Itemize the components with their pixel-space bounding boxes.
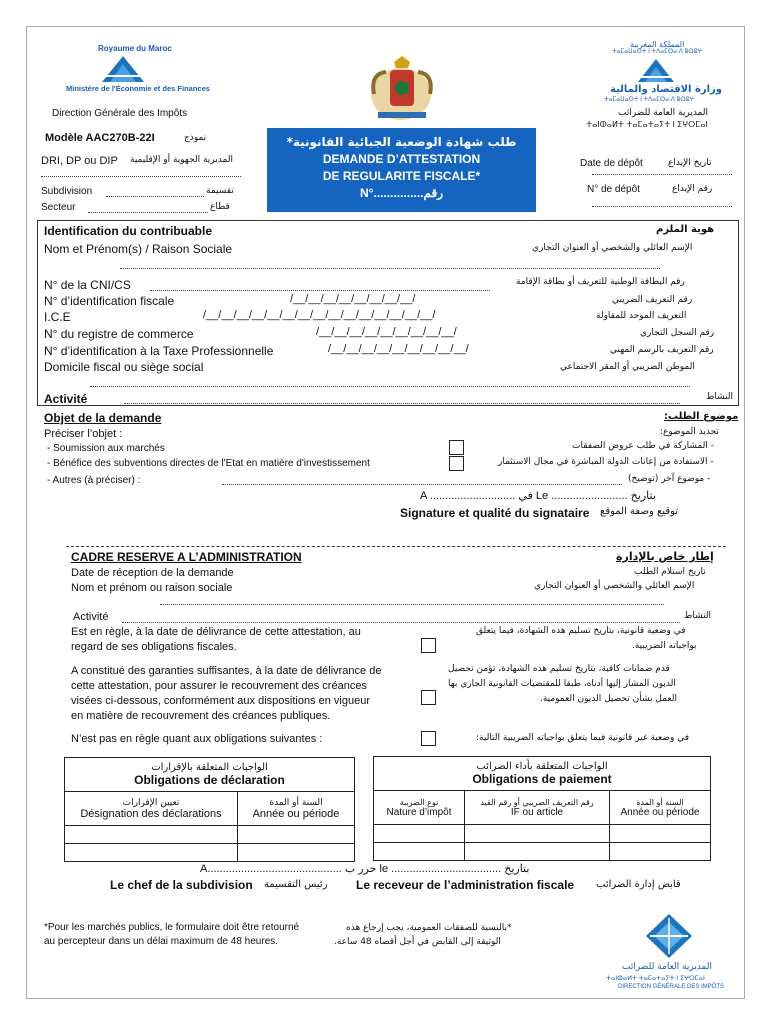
stmt2-ar-1: قدم ضمانات كافية، بتاريخ تسليم هذه الشهادة، تؤمن تحصيل	[448, 664, 670, 674]
footer-note-ar-1: *بالنسبة للصفقات العمومية، يجب إرجاع هذه	[346, 923, 512, 933]
declaration-table	[64, 757, 355, 862]
signature-label-ar: توقيع وصفة الموقع	[600, 506, 679, 517]
field-activite-ar: النشاط	[706, 392, 734, 402]
objet-a-le: A ............................ في Le ......................... بتاريخ	[420, 490, 656, 502]
stmt2-fr-4: en matière de recouvrement des créances publiques.	[71, 710, 331, 722]
ministry-emblem-icon	[100, 54, 146, 84]
decl-title-fr: Obligations de déclaration	[134, 773, 285, 787]
objet-item-subventions: - Bénéfice des subventions directes de l'Etat en matière d'investissement	[47, 458, 370, 469]
admin-activite-label: Activité	[73, 611, 109, 623]
field-nom-line[interactable]	[120, 268, 660, 269]
field-tp-ar: رقم التعريف بالرسم المهني	[610, 345, 714, 355]
royaume-text: Royaume du Maroc	[98, 44, 172, 53]
ident-title: Identification du contribuable	[44, 224, 212, 238]
field-activite-label: Activité	[44, 392, 88, 406]
field-tp-label: N° d’identification à la Taxe Professionnelle	[44, 344, 274, 358]
tifinagh-direction: ⵜⴰⵏⵀⴰⵍⵜ ⵜⴰⵎⴰⵜⴰⵢⵜ ⵏ ⵉⵖⵔⵎⴰⵏ	[586, 120, 708, 129]
ministere-text: Ministère de l'Économie et des Finances	[66, 84, 210, 93]
field-cni-line[interactable]	[150, 290, 490, 291]
paie-col-if-ar: رقم التعريف الضريبي أو رقم القيد	[480, 797, 594, 807]
subdivision-line[interactable]	[106, 196, 204, 197]
paie-col-nature-ar: نوع الضريبة	[399, 797, 439, 807]
admin-nom-ar: الإسم العائلي والشخصي أو العنوان التجاري	[534, 581, 695, 591]
dri-label: DRI, DP ou DIP	[41, 155, 118, 167]
stmt3-fr: N’est pas en règle quant aux obligations suivantes :	[71, 733, 323, 745]
subdivision-label: Subdivision	[41, 186, 93, 197]
coat-of-arms-icon	[364, 54, 439, 124]
date-reception-label: Date de réception de la demande	[71, 567, 234, 579]
checkbox-marches[interactable]	[449, 440, 464, 455]
field-cni-label: N° de la CNI/CS	[44, 278, 131, 292]
decl-col-annee	[238, 792, 355, 826]
admin-activite-ar: النشاط	[684, 611, 712, 621]
direction-text: Direction Générale des Impôts	[52, 108, 188, 119]
stmt2-ar-2: الديون المشار إليها أدناه، طبقا للمقتضيات القانونية الجاري بها	[448, 679, 676, 689]
field-domicile-line[interactable]	[90, 386, 690, 387]
objet-item-autres: - Autres (à préciser) :	[47, 475, 141, 486]
field-if-ar: رقم التعريف الضريبي	[612, 295, 693, 305]
autres-line[interactable]	[222, 484, 622, 485]
stmt2-ar-3: العمل بشأن تحصيل الديون العمومية.	[540, 694, 677, 704]
title-number: N°...............رقم	[359, 186, 443, 200]
paiement-table	[373, 756, 711, 861]
paie-col-annee-fr: Année ou période	[620, 806, 700, 818]
stmt2-fr-3: visées ci-dessous, conformément aux dispositions en vigueur	[71, 695, 370, 707]
field-ice-label: I.C.E	[44, 310, 71, 324]
footer-note-fr-1: *Pour les marchés publics, le formulaire doit être retourné	[44, 922, 300, 933]
modele-code: Modèle AAC270B-22I	[45, 132, 155, 144]
secteur-label: Secteur	[41, 202, 76, 213]
footer-logo-fr: DIRECTION GÉNÉRALE DES IMPÔTS	[618, 984, 725, 990]
modele-ar: نموذج	[184, 133, 207, 143]
field-cni-ar: رقم البطاقة الوطنية للتعريف أو بطاقة الإقامة	[516, 277, 685, 287]
paie-col-annee	[610, 791, 711, 825]
checkbox-subventions[interactable]	[449, 456, 464, 471]
paie-col-annee-ar: السنة أو المدة	[636, 797, 684, 807]
decl-col-annee-ar: السنة أو المدة	[269, 797, 323, 808]
field-ice-ar: التعريف الموحد للمقاولة	[596, 311, 687, 321]
checkbox-non-en-regle[interactable]	[421, 731, 436, 746]
paie-cell[interactable]	[610, 825, 711, 843]
stmt3-ar: في وضعية غير قانونية فيما يتعلق بواجباته الضريبية التالية:	[476, 733, 690, 743]
chef-label: Le chef de la subdivision	[110, 878, 253, 892]
paie-cell[interactable]	[610, 843, 711, 861]
field-rc-label: N° du registre de commerce	[44, 327, 194, 341]
paiement-header	[374, 757, 711, 791]
title-box	[267, 128, 536, 212]
checkbox-garanties[interactable]	[421, 690, 436, 705]
dri-label-ar: المديرية الجهوية أو الإقليمية	[130, 155, 233, 165]
subdivision-label-ar: تقسيمة	[206, 186, 234, 196]
dgi-logo-icon	[644, 912, 694, 960]
paie-cell[interactable]	[374, 843, 465, 861]
decl-col-annee-fr: Année ou période	[252, 807, 340, 820]
decl-cell[interactable]	[238, 826, 355, 844]
admin-title: CADRE RESERVE A L’ADMINISTRATION	[71, 550, 302, 564]
objet-item-marches: - Soumission aux marchés	[47, 443, 165, 454]
objet-title-ar: موضوع الطلب:	[664, 411, 739, 422]
decl-cell[interactable]	[65, 844, 238, 862]
paie-col-nature-fr: Nature d’impôt	[386, 806, 452, 818]
title-ar: طلب شهادة الوضعية الجبائية القانونية*	[286, 135, 517, 149]
receveur-label-ar: قابض إدارة الضرائب	[596, 879, 681, 890]
signature-label: Signature et qualité du signataire	[400, 506, 590, 520]
paie-col-nature	[374, 791, 465, 825]
preciser-label-ar: تحديد الموضوع:	[660, 427, 719, 437]
date-depot-line[interactable]	[592, 174, 732, 175]
stmt1-ar-2: بواجباته الضريبية.	[632, 641, 697, 651]
objet-item-autres-ar: - موضوع آخر (توضيح)	[628, 474, 711, 484]
decl-col-designation-fr: Désignation des déclarations	[80, 807, 222, 820]
decl-col-designation	[65, 792, 238, 826]
field-nom-label: Nom et Prénom(s) / Raison Sociale	[44, 242, 233, 256]
preciser-label: Préciser l’objet :	[44, 428, 123, 440]
tifinagh-small: ⵜⴰⵎⴰⵡⴰⵙⵜ ⵏ ⵜⴷⴰⵎⵙⴰ ⴷ ⵓⵔⵓⵖ	[612, 49, 702, 55]
decl-title-ar: الواجبات المتعلقة بالإقرارات	[151, 762, 268, 773]
stmt1-ar-1: في وضعية قانونية، بتاريخ تسليم هذه الشهادة، فيما يتعلق	[476, 626, 686, 636]
admin-separator	[66, 546, 726, 547]
stmt1-fr-1: Est en règle, à la date de délivrance de cette attestation, au	[71, 626, 361, 638]
title-fr-1: DEMANDE D’ATTESTATION	[322, 152, 481, 166]
ministry-emblem-right-icon	[636, 58, 676, 84]
field-rc-boxes[interactable]: /__/__/__/__/__/__/__/__/__/	[316, 326, 457, 338]
stmt2-fr-2: cette attestation, pour assurer le recouvrement des créances	[71, 680, 367, 692]
paie-col-if-fr: IF ou article	[510, 806, 564, 818]
field-if-label: N° d’identification fiscale	[44, 294, 175, 308]
date-reception-ar: تاريخ استلام الطلب	[634, 567, 706, 577]
title-fr-2: DE REGULARITE FISCALE*	[322, 169, 481, 183]
num-depot-label: N° de dépôt	[587, 184, 640, 195]
ident-title-ar: هوية الملزم	[656, 224, 715, 235]
num-depot-line[interactable]	[592, 206, 732, 207]
paie-title-fr: Obligations de paiement	[472, 772, 612, 786]
objet-item-marches-ar: - المشاركة في طلب عروض الصفقات	[572, 441, 714, 451]
field-domicile-label: Domicile fiscal ou siège social	[44, 360, 204, 374]
paie-cell[interactable]	[374, 825, 465, 843]
decl-cell[interactable]	[238, 844, 355, 862]
tifinagh-ministry: ⵜⴰⵎⴰⵡⴰⵙⵜ ⵏ ⵜⴷⴰⵎⵙⴰ ⴷ ⵓⵔⵓⵖ	[604, 97, 694, 103]
decl-cell[interactable]	[65, 826, 238, 844]
stmt2-fr-1: A constitué des garanties suffisantes, à la date de délivrance de	[71, 665, 382, 677]
stmt1-fr-2: regard de ses obligations fiscales.	[71, 641, 237, 653]
footer-note-fr-2: au percepteur dans un délai maximum de 48 heures.	[44, 936, 279, 947]
paie-cell[interactable]	[465, 843, 610, 861]
admin-a-le: A............................................ حرر ب le .................................... بتاريخ	[200, 863, 530, 875]
field-nom-ar: الإسم العائلي والشخصي أو العنوان التجاري	[532, 243, 693, 253]
footer-note-ar-2: الوثيقة إلى القابض في أجل أقصاه 48 ساعة.	[334, 937, 501, 947]
paie-col-if	[465, 791, 610, 825]
field-ice-boxes[interactable]: /__/__/__/__/__/__/__/__/__/__/__/__/__/__/__/	[203, 309, 436, 321]
footer-logo-tif: ⵜⴰⵏⵀⴰⵍⵜ ⵜⴰⵎⴰⵜⴰⵢⵜ ⵏ ⵉⵖⵔⵎⴰⵏ	[606, 975, 705, 982]
admin-nom-line[interactable]	[160, 604, 664, 605]
checkbox-en-regle[interactable]	[421, 638, 436, 653]
dri-line[interactable]	[41, 176, 241, 177]
ar-ministry: وزارة الاقتصاد والمالية	[610, 84, 723, 95]
num-depot-label-ar: رقم الإيداع	[672, 184, 713, 194]
ar-direction: المديرية العامة للضرائب	[618, 108, 708, 118]
objet-item-subventions-ar: - الاستفادة من إعانات الدولة المباشرة في مجال الاستثمار	[498, 457, 714, 467]
field-if-boxes[interactable]: /__/__/__/__/__/__/__/__/	[290, 293, 416, 305]
ar-ministry-small: المملكة المغربية	[630, 40, 685, 49]
field-rc-ar: رقم السجل التجاري	[640, 328, 715, 338]
footer-logo-ar: المديرية العامة للضرائب	[622, 962, 712, 972]
secteur-label-ar: قطاع	[210, 202, 230, 212]
admin-title-ar: إطار خاص بالإدارة	[616, 550, 714, 563]
admin-nom-label: Nom et prénom ou raison sociale	[71, 582, 233, 594]
field-tp-boxes[interactable]: /__/__/__/__/__/__/__/__/__/	[328, 343, 469, 355]
receveur-label: Le receveur de l’administration fiscale	[356, 878, 575, 892]
paie-cell[interactable]	[465, 825, 610, 843]
admin-activite-line[interactable]	[122, 622, 680, 623]
paie-title-ar: الواجبات المتعلقة بأداء الضرائب	[476, 761, 608, 772]
chef-label-ar: رئيس التقسيمة	[264, 879, 328, 890]
declaration-header	[65, 758, 355, 792]
field-domicile-ar: الموطن الضريبي أو المقر الاجتماعي	[560, 362, 695, 372]
decl-col-designation-ar: تعيين الإقرارات	[122, 797, 180, 808]
date-depot-label: Date de dépôt	[580, 158, 643, 169]
objet-title: Objet de la demande	[44, 411, 162, 425]
date-depot-label-ar: تاريخ الإيداع	[668, 158, 712, 168]
field-activite-line[interactable]	[124, 403, 680, 404]
secteur-line[interactable]	[88, 212, 208, 213]
